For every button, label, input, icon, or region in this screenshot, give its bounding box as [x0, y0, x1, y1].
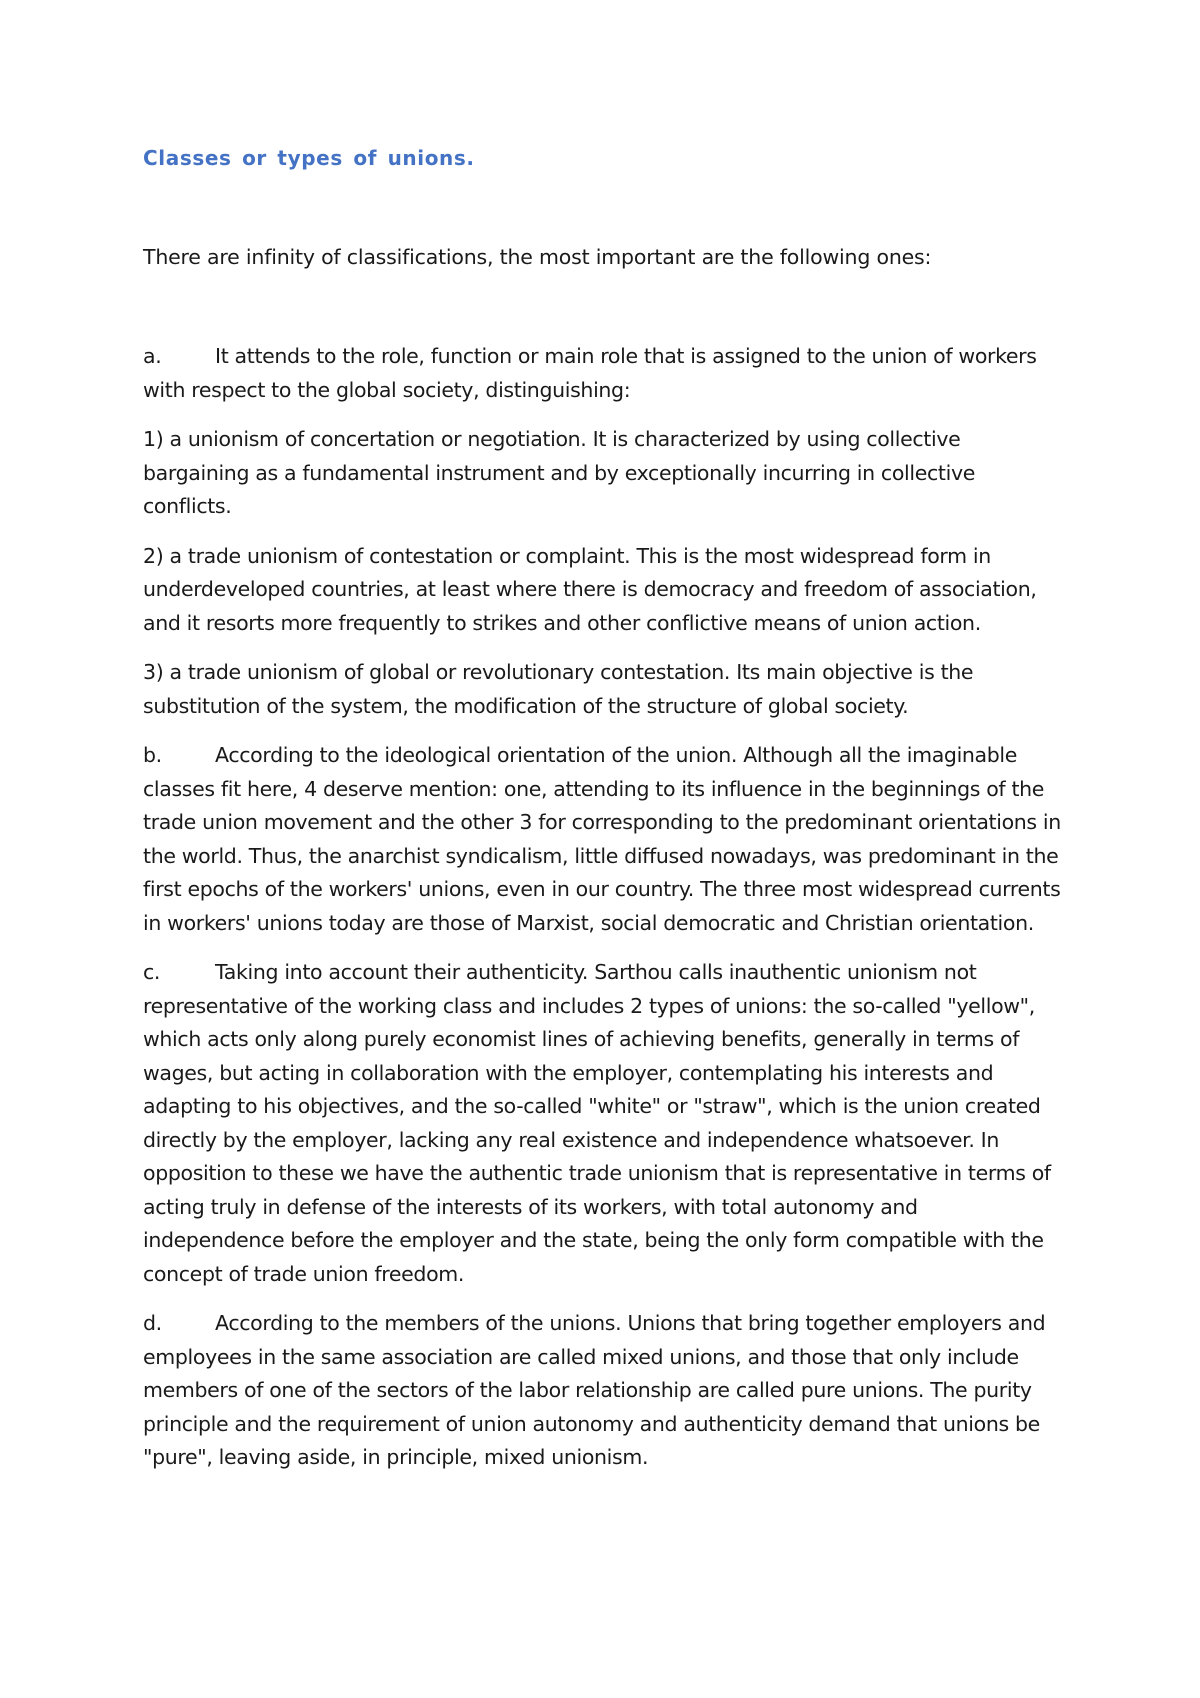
section-d-text: According to the members of the unions. Unions that bring together employers and employees in the same association are called mixed unions, and those that only include members of one of the sectors of the labor relationship are called pure unions. The purity principle and the requirement of union autonomy and authenticity demand that unions be "pure", leaving aside, in principle, mixed unionism.	[143, 1311, 1046, 1469]
document-body	[143, 340, 1063, 1491]
section-a	[143, 340, 1063, 407]
section-c-text: Taking into account their authenticity. Sarthou calls inauthentic unionism not representative of the working class and includes 2 types of unions: the so-called "yellow", which acts only along purely economist lines of achieving benefits, generally in terms of wages, but acting in collaboration with the employer, contemplating his interests and adapting to his objectives, and the so-called "white" or "straw", which is the union created directly by the employer, lacking any real existence and independence whatsoever. In opposition to these we have the authentic trade unionism that is representative in terms of acting truly in defense of the interests of its workers, with total autonomy and independence before the employer and the state, being the only form compatible with the concept of trade union freedom.	[143, 960, 1051, 1286]
section-d-marker: d.	[143, 1311, 162, 1335]
section-b-text: According to the ideological orientation of the union. Although all the imaginable classes fit here, 4 deserve mention: one, attending to its influence in the beginnings of the trade union movement and the other 3 for corresponding to the predominant orientations in the world. Thus, the anarchist syndicalism, little diffused nowadays, was predominant in the first epochs of the workers' unions, even in our country. The three most widespread currents in workers' unions today are those of Marxist, social democratic and Christian orientation.	[143, 743, 1061, 935]
section-d	[143, 1307, 1063, 1475]
section-a-marker: a.	[143, 344, 162, 368]
intro-paragraph: There are infinity of classifications, the most important are the following ones:	[143, 245, 932, 269]
section-a-item-2: 2) a trade unionism of contestation or complaint. This is the most widespread form in underdeveloped countries, at least where there is democracy and freedom of association, and it resorts more frequently to strikes and other conflictive means of union action.	[143, 543, 1037, 635]
section-b-marker: b.	[143, 743, 162, 767]
section-c-marker: c.	[143, 960, 161, 984]
section-c	[143, 956, 1063, 1291]
section-a-item-3: 3) a trade unionism of global or revolutionary contestation. Its main objective is the substitution of the system, the modification of the structure of global society.	[143, 660, 974, 718]
section-a-item-1: 1) a unionism of concertation or negotiation. It is characterized by using collective bargaining as a fundamental instrument and by exceptionally incurring in collective conflicts.	[143, 427, 976, 518]
section-b	[143, 739, 1063, 940]
document-title: Classes or types of unions.	[143, 146, 475, 170]
section-a-text: It attends to the role, function or main role that is assigned to the union of workers with respect to the global society, distinguishing:	[143, 344, 1037, 402]
